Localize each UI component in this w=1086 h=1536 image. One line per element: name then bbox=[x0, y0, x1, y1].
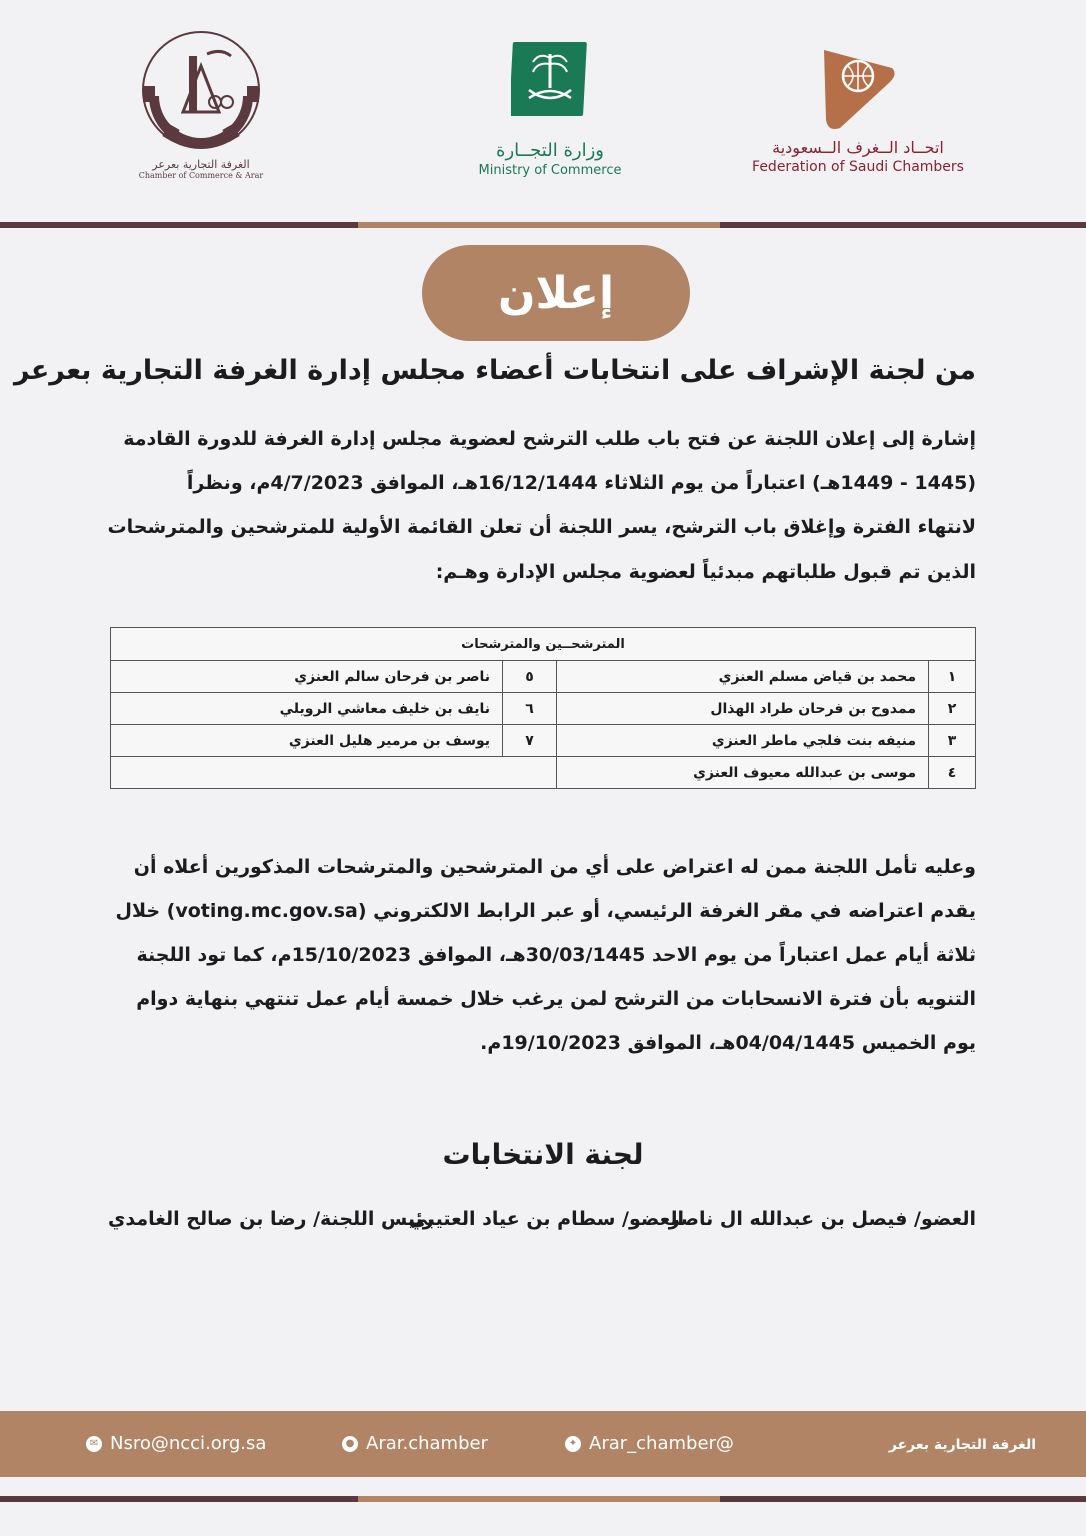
email-icon: ✉ bbox=[86, 1436, 102, 1452]
candidate-name: يوسف بن مرمير هليل العنزي bbox=[111, 725, 503, 757]
announcement-heading: من لجنة الإشراف على انتخابات أعضاء مجلس إدارة الغرفة التجارية بعرعر bbox=[14, 355, 976, 386]
footer-twitter-text: Arar_chamber@ bbox=[589, 1433, 734, 1454]
announcement-title-pill: إعلان bbox=[422, 245, 690, 341]
footer-email-text: Nsro@ncci.org.sa bbox=[110, 1433, 267, 1454]
arar-logo-english: Chamber of Commerce & Arar bbox=[138, 171, 264, 180]
globe-emblem-icon bbox=[818, 46, 898, 132]
candidate-name: ناصر بن فرحان سالم العنزي bbox=[111, 661, 503, 693]
row-number: ١ bbox=[929, 661, 976, 693]
body-line-2: يقدم اعتراضه في مقر الغرفة الرئيسي، أو عبر الرابط الالكتروني (voting.mc.gov.sa) خلال bbox=[115, 900, 976, 922]
body-line-5: يوم الخميس 04/04/1445هـ، الموافق 19/10/2023م. bbox=[480, 1032, 976, 1054]
row-number: ٢ bbox=[929, 693, 976, 725]
row-number: ٥ bbox=[503, 661, 557, 693]
committee-member-1: العضو/ فيصل بن عبدالله ال ناصر bbox=[668, 1208, 976, 1230]
arar-chamber-logo bbox=[126, 26, 276, 180]
footer-org-name: الغرفة التجارية بعرعر bbox=[888, 1437, 1036, 1453]
snapchat-icon: ● bbox=[342, 1436, 358, 1452]
gear-emblem-icon bbox=[135, 26, 267, 154]
row-number: ٦ bbox=[503, 693, 557, 725]
arar-logo-arabic: الغرفة التجارية بعرعر bbox=[152, 158, 250, 171]
candidate-name: منيفه بنت فلجي ماطر العنزي bbox=[557, 725, 929, 757]
row-number: ٣ bbox=[929, 725, 976, 757]
palm-swords-emblem-icon bbox=[511, 40, 589, 118]
table-row bbox=[111, 661, 976, 693]
committee-title: لجنة الانتخابات bbox=[442, 1138, 644, 1171]
table-row bbox=[111, 725, 976, 757]
footer-twitter[interactable] bbox=[565, 1433, 734, 1454]
empty-cell bbox=[111, 757, 557, 789]
table-row bbox=[111, 693, 976, 725]
federation-of-saudi-chambers-logo bbox=[748, 46, 968, 175]
footer-email[interactable] bbox=[86, 1433, 266, 1454]
body-line-4: التنويه بأن فترة الانسحابات من الترشح لمن يرغب خلال خمسة أيام عمل تنتهي بنهاية دوام bbox=[136, 988, 976, 1010]
table-header-row bbox=[111, 628, 976, 661]
body-line-1: وعليه تأمل اللجنة ممن له اعتراض على أي من المترشحين والمترشحات المذكورين أعلاه أن bbox=[133, 856, 976, 878]
intro-line-1: إشارة إلى إعلان اللجنة عن فتح باب طلب الترشح لعضوية مجلس إدارة الغرفة للدورة القادمة bbox=[123, 428, 976, 450]
candidates-table bbox=[110, 627, 976, 789]
row-number: ٤ bbox=[929, 757, 976, 789]
table-header: المترشحــين والمترشحات bbox=[111, 628, 976, 661]
intro-line-4: الذين تم قبول طلباتهم مبدئياً لعضوية مجلس الإدارة وهـم: bbox=[435, 561, 976, 583]
table-row bbox=[111, 757, 976, 789]
intro-line-2: (1445 - 1449هـ) اعتباراً من يوم الثلاثاء 16/12/1444هـ، الموافق 4/7/2023م، ونظراً bbox=[186, 472, 976, 494]
body-line-3: ثلاثة أيام عمل اعتباراً من يوم الاحد 30/03/1445هـ، الموافق 15/10/2023م، كما تود اللجنة bbox=[136, 944, 976, 966]
ministry-of-commerce-logo bbox=[470, 40, 630, 178]
candidate-name: نايف بن خليف معاشي الرويلي bbox=[111, 693, 503, 725]
intro-line-3: لانتهاء الفترة وإغلاق باب الترشح، يسر اللجنة أن تعلن القائمة الأولية للمترشحين والمترشحات bbox=[107, 516, 976, 538]
committee-chair: رئيس اللجنة/ رضا بن صالح الغامدي bbox=[108, 1208, 434, 1230]
footer-bar bbox=[0, 1411, 1086, 1477]
candidate-name: محمد بن قياض مسلم العنزي bbox=[557, 661, 929, 693]
ministry-logo-arabic: وزارة التجــارة bbox=[496, 140, 604, 161]
candidate-name: موسى بن عبدالله معيوف العنزي bbox=[557, 757, 929, 789]
row-number: ٧ bbox=[503, 725, 557, 757]
federation-logo-english: Federation of Saudi Chambers bbox=[752, 159, 964, 175]
footer-snapchat[interactable] bbox=[342, 1433, 488, 1454]
footer-snapchat-text: Arar.chamber bbox=[366, 1433, 488, 1454]
twitter-icon: ✦ bbox=[565, 1436, 581, 1452]
committee-member-2: العضو/ سطام بن عياد العتيبي bbox=[408, 1208, 684, 1230]
ministry-logo-english: Ministry of Commerce bbox=[478, 163, 622, 178]
candidate-name: ممدوح بن فرحان طراد الهذال bbox=[557, 693, 929, 725]
federation-logo-arabic: اتحــاد الــغرف الــسعودية bbox=[772, 138, 944, 157]
